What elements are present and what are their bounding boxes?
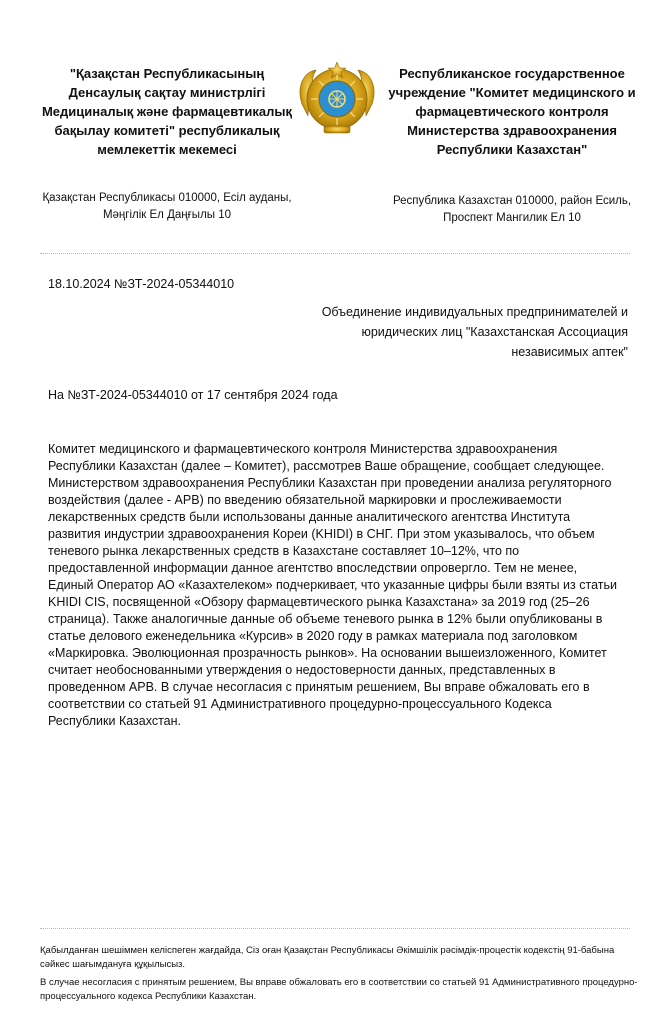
- footer-divider: [40, 928, 630, 929]
- kazakhstan-state-emblem-icon: [294, 56, 380, 142]
- footer-notice-kazakh: Қабылданған шешіммен келіспеген жағдайда, Сіз оған Қазақстан Республикасы Әкімшілік рәсімдік-процестік кодекстің 91-бабына сәйкес шағымдануға құқылысыз.: [40, 945, 615, 970]
- header-divider: [40, 253, 630, 254]
- footer-notice: [40, 944, 640, 1008]
- left-organization-address: Қазақстан Республикасы 010000, Есіл ауданы, Мәңгілік Ел Даңғылы 10: [42, 192, 292, 221]
- left-organization-name: "Қазақстан Республикасының Денсаулық сақтау министрлігі Медициналық және фармацевтикалық бақылау комитеті" республикалық мемлекеттік мекемесі: [41, 66, 293, 157]
- addressee-block: Объединение индивидуальных предпринимателей и юридических лиц "Казахстанская Ассоциация независимых аптек": [321, 305, 628, 359]
- footer-notice-russian: В случае несогласия с принятым решением, Вы вправе обжаловать его в соответствии со статьей 91 Административного процедурно-процессуального кодекса Республики Казахстан.: [40, 977, 638, 1002]
- document-reference-line: 18.10.2024 №ЗТ-2024-05344010: [48, 277, 235, 291]
- reply-reference-line: На №ЗТ-2024-05344010 от 17 сентября 2024 года: [48, 388, 338, 402]
- letter-body: Комитет медицинского и фармацевтического контроля Министерства здравоохранения Республики Казахстан (далее – Комитет), рассмотрев Ваше обращение, сообщает следующее. Министерством здравоохранения Республики Казахстан при проведении анализа регуляторного воздействия (далее - АРВ) по введению обязательной маркировки и прослеживаемости лекарственных средств были использованы данные аналитического агентства Института развития индустрии здравоохранения Кореи (KHIDI) в СНГ. При этом указывалось, что объем теневого рынка лекарственных средств в Казахстане составляет 10–12%, что по предоставленной информации данное агентство впоследствии опровергло. Тем не менее, Единый Оператор АО «Казахтелеком» подчеркивает, что указанные цифры были взяты из статьи KHIDI CIS, посвященной «Обзору фармацевтического рынка Казахстана» за 2019 год (25–26 страница). Также аналогичные данные об объеме теневого рынка в 12% были опубликованы в статье делового еженедельника «Курсив» в 2020 году в рамках материала под заголовком «Маркировка. Эволюционная прозрачность рынков». На основании вышеизложенного, Комитет считает необоснованными утверждения о недостоверности данных, представленных в проведенном АРВ. В случае несогласия с принятым решением, Вы вправе обжаловать его в соответствии со статьей 91 Административного процедурно-процессуального Кодекса Республики Казахстан.: [48, 442, 617, 728]
- right-organization-address: Республика Казахстан 010000, район Есиль, Проспект Мангилик Ел 10: [392, 195, 632, 224]
- right-organization-name: Республиканское государственное учреждение "Комитет медицинского и фармацевтического контроля Министерства здравоохранения Республики Казахстан": [388, 66, 636, 157]
